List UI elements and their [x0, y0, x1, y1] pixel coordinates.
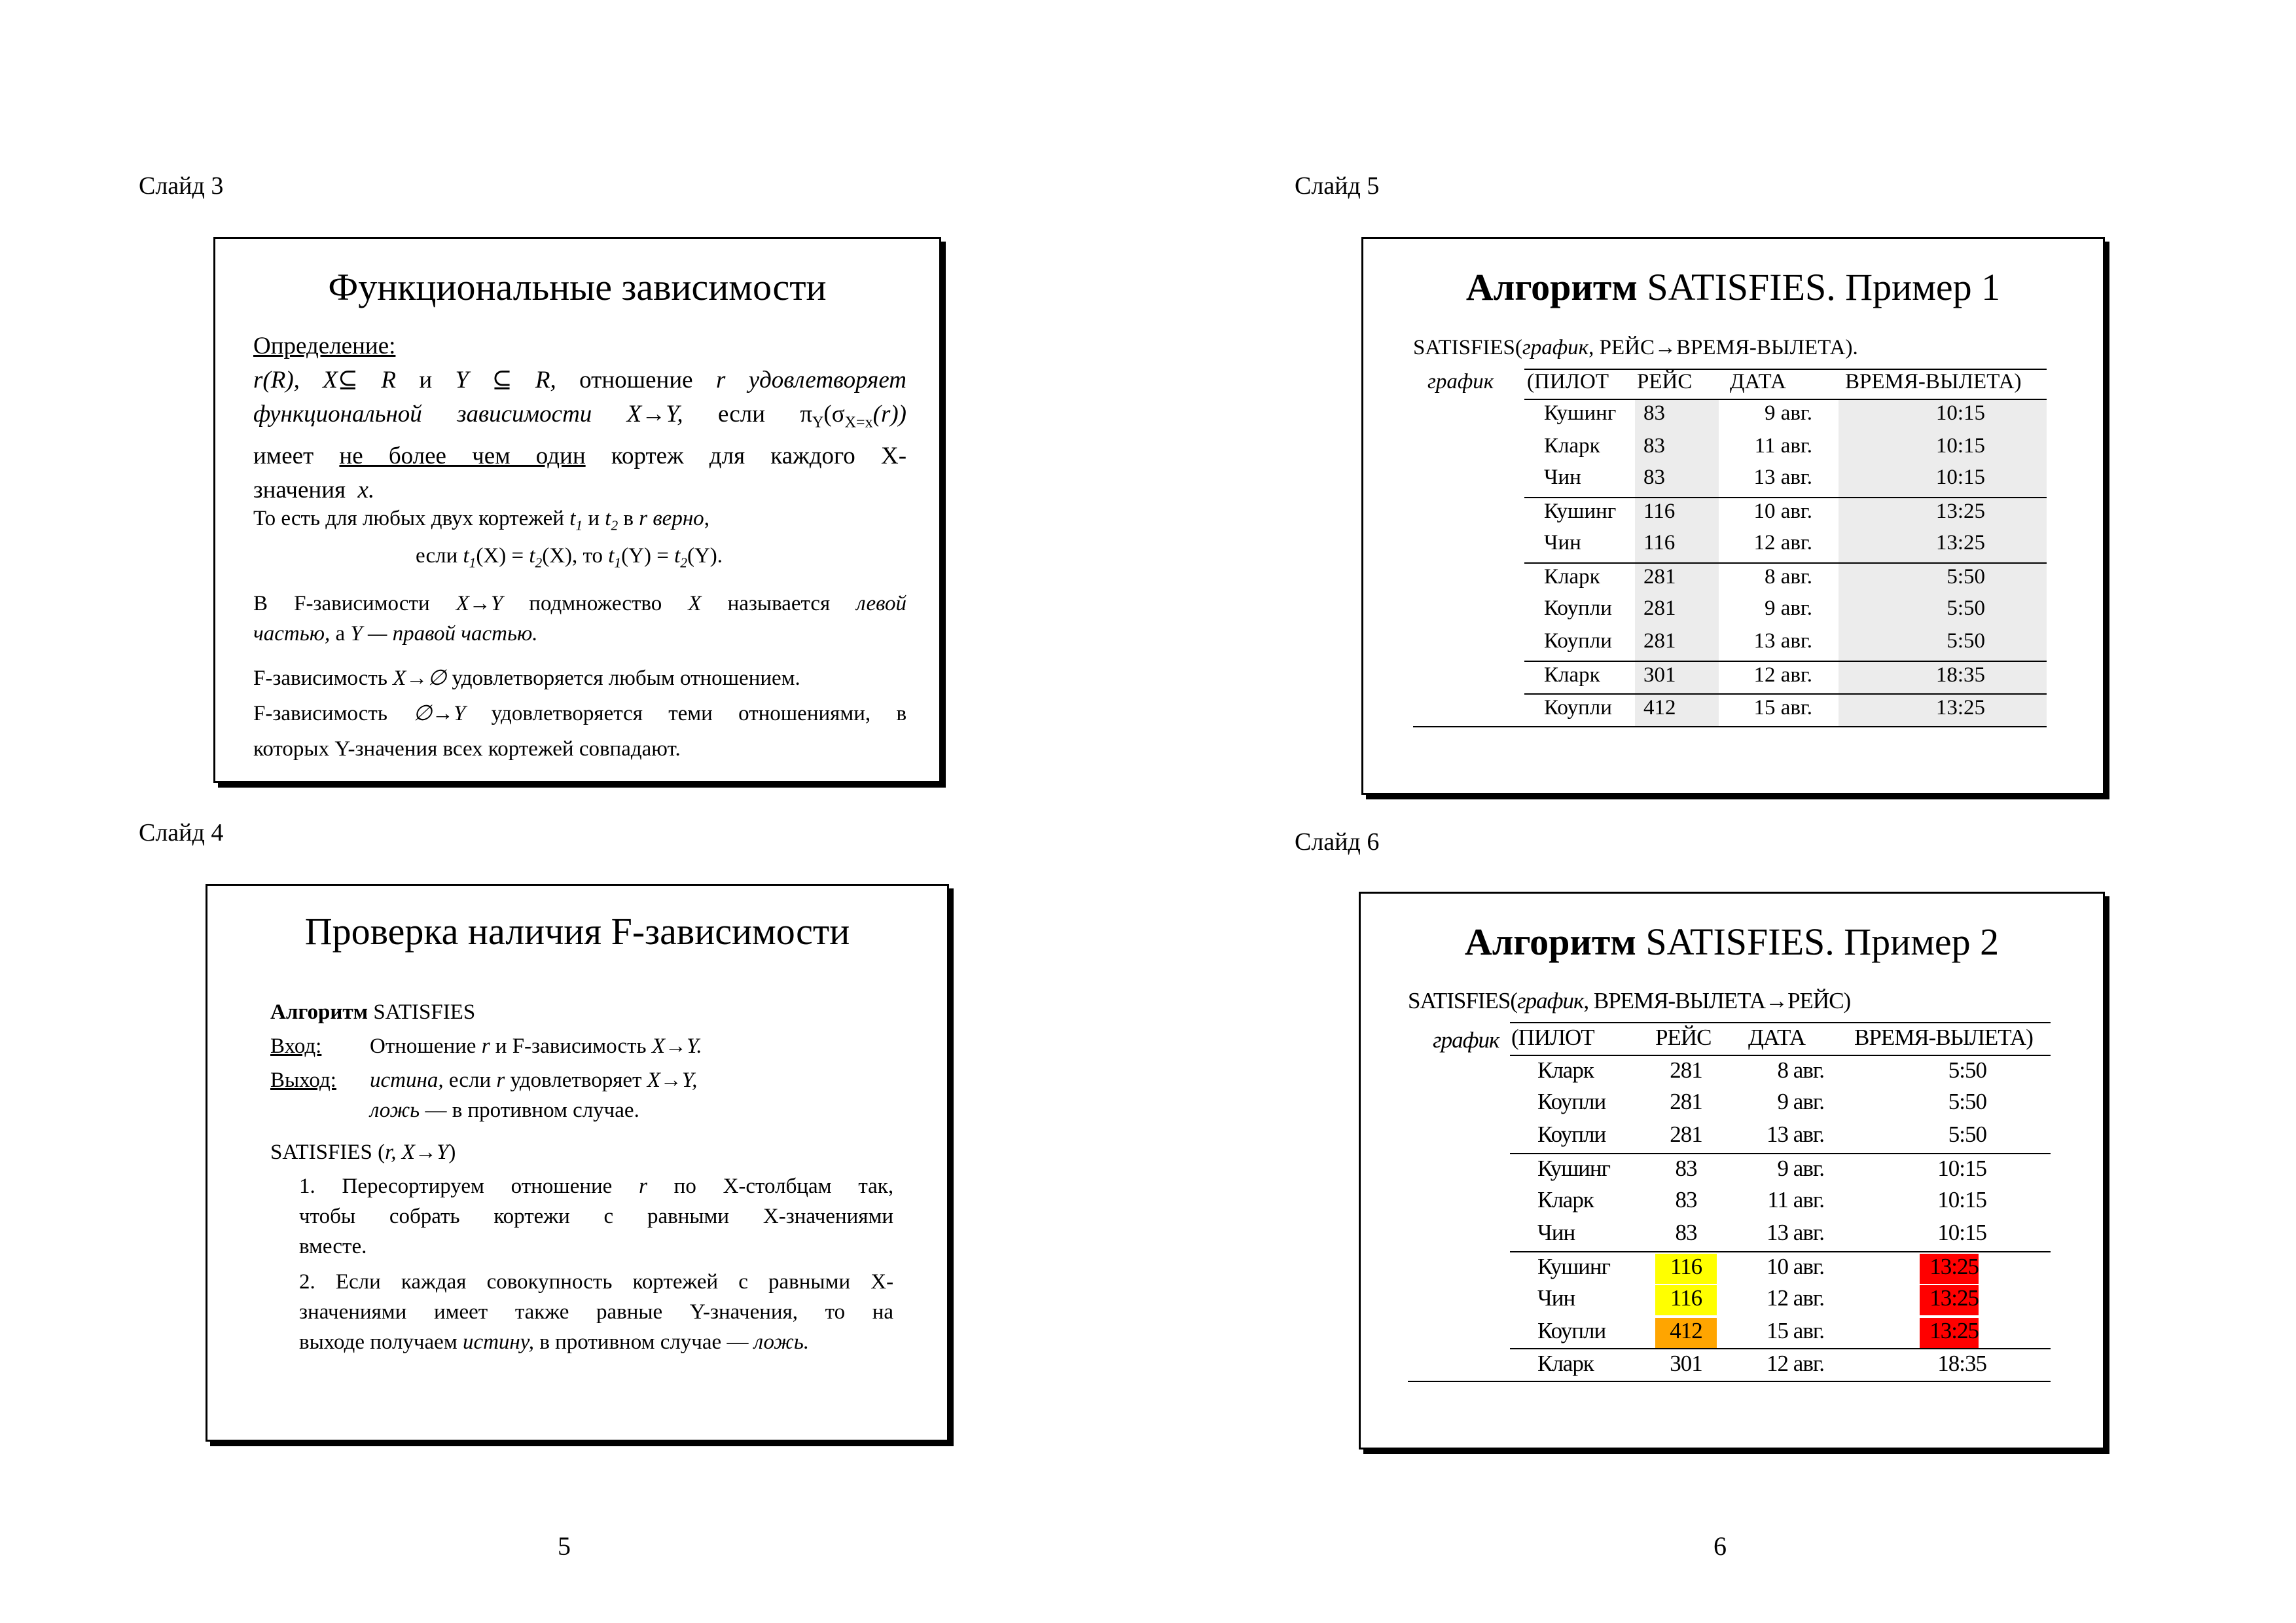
slide6-time-cell: 5:50	[1948, 1122, 1986, 1147]
slide4-frame	[206, 884, 949, 1442]
slide5-flight-cell: 83	[1643, 465, 1665, 489]
slide5-relation-name: график	[1427, 370, 1494, 393]
slide5-header-cell: ДАТА	[1730, 370, 1786, 393]
slide6-date-cell: 13 авг.	[1767, 1122, 1824, 1147]
slide6-relation-name: график	[1433, 1027, 1499, 1053]
slide5-date-cell: 9 авг.	[1764, 596, 1812, 620]
slide6-label: Слайд 6	[1295, 828, 1380, 856]
slide5-label: Слайд 5	[1295, 172, 1380, 200]
slide5-flight-cell: 116	[1643, 500, 1676, 523]
slide5-pilot-cell: Чин	[1544, 465, 1581, 489]
slide5-title: Алгоритм SATISFIES. Пример 1	[1465, 266, 2001, 308]
definition-line-3: имеет не более чем один кортеж для каждого X-	[253, 443, 907, 470]
page-number-left: 5	[558, 1531, 571, 1561]
slide5-rule	[1524, 399, 2047, 400]
slide5-date-cell: 9 авг.	[1764, 401, 1812, 425]
slide6-rule	[1510, 1153, 2051, 1154]
slide5-time-cell: 10:15	[1935, 401, 1985, 425]
slide5-flight-cell: 116	[1643, 531, 1676, 555]
slide6-time-cell: 5:50	[1948, 1057, 1986, 1083]
slide6-title: Алгоритм SATISFIES. Пример 2	[1464, 921, 2000, 963]
output-line: Выход: истина, если r удовлетворяет X→Y,	[270, 1068, 698, 1092]
slide6-date-cell: 10 авг.	[1767, 1254, 1824, 1279]
slide6-pilot-cell: Кларк	[1537, 1351, 1594, 1376]
step-1: 1. Пересортируем отношение r по X-столбцам так, чтобы собрать кортежи с равными X-значениями вместе.	[299, 1175, 894, 1258]
slide6-flight-cell: 281	[1670, 1089, 1702, 1114]
slide6-flight-cell: 412	[1655, 1318, 1717, 1348]
slide6-time-cell: 13:25	[1920, 1285, 1979, 1315]
slide5-flight-cell: 412	[1643, 696, 1676, 720]
slide6-time-cell: 5:50	[1948, 1089, 1986, 1114]
slide5-date-cell: 12 авг.	[1753, 531, 1812, 555]
slide6-flight-cell: 116	[1655, 1285, 1717, 1315]
input-line: Вход: Отношение r и F-зависимость X→Y.	[270, 1034, 702, 1058]
slide5-time-cell: 13:25	[1935, 696, 1985, 720]
definition-line-4: значения x.	[253, 477, 375, 504]
slide6-pilot-cell: Кушинг	[1537, 1254, 1610, 1279]
trivial-dependencies-paragraph: F-зависимость X→∅ удовлетворяется любым отношением. F-зависимость ∅→Y удовлетворяется теми отношениями, в которых Y-значения всех кортежей совпадают.	[253, 666, 907, 761]
slide6-flight-cell: 83	[1675, 1220, 1697, 1245]
slide5-flight-cell: 301	[1643, 663, 1676, 687]
slide6-header-rule	[1510, 1022, 2051, 1023]
slide6-pilot-cell: Чин	[1537, 1220, 1575, 1245]
slide5-time-cell: 10:15	[1935, 434, 1985, 458]
slide5-pilot-cell: Коупли	[1544, 596, 1612, 620]
slide5-date-cell: 13 авг.	[1753, 629, 1812, 653]
slide5-rule	[1524, 661, 2047, 662]
slide5-pilot-cell: Кларк	[1544, 663, 1600, 687]
slide5-time-cell: 5:50	[1946, 629, 1985, 653]
slide5-time-cell: 10:15	[1935, 465, 1985, 489]
slide6-date-cell: 8 авг.	[1777, 1057, 1824, 1083]
f-dependency-paragraph: В F-зависимости X→Y подмножество X называется левой частью, а Y — правой частью.	[253, 592, 907, 646]
slide5-header-cell: ВРЕМЯ-ВЫЛЕТА)	[1845, 370, 2022, 393]
slide5-pilot-cell: Кларк	[1544, 434, 1600, 458]
satisfies-call: SATISFIES (r, X→Y)	[270, 1140, 456, 1164]
slide6-flight-cell: 116	[1655, 1254, 1717, 1284]
slide5-date-cell: 10 авг.	[1753, 500, 1812, 523]
slide6-pilot-cell: Чин	[1537, 1285, 1575, 1311]
slide3-frame	[213, 237, 941, 783]
slide5-date-cell: 15 авг.	[1753, 696, 1812, 720]
slide6-flight-cell: 83	[1675, 1187, 1697, 1213]
slide5-time-cell: 5:50	[1946, 565, 1985, 589]
that-is-paragraph: То есть для любых двух кортежей $t_1$ и $t_2$ в r верно, если $t_1(X) = t_2(X)$, то $t_1(Y) = t_2(Y)$.	[253, 507, 723, 571]
slide6-pilot-cell: Коупли	[1537, 1318, 1606, 1343]
slide6-date-cell: 9 авг.	[1777, 1156, 1824, 1181]
slide6-flight-cell: 281	[1670, 1122, 1702, 1147]
slide5-table	[1363, 239, 2103, 793]
slide5-pilot-cell: Кушинг	[1544, 500, 1617, 523]
slide6-date-cell: 12 авг.	[1767, 1351, 1824, 1376]
slide6-caption: SATISFIES(график, ВРЕМЯ-ВЫЛЕТА→РЕЙС)	[1408, 988, 1851, 1013]
slide5-rule	[1524, 693, 2047, 695]
slide6-header-cell: ДАТА	[1748, 1025, 1805, 1050]
definition-line-2: функциональной зависимости X→Y, если $\pi_Y(\sigma_{X=x}(r))$	[253, 401, 906, 431]
slide6-date-cell: 11 авг.	[1767, 1187, 1824, 1213]
slide5-caption: SATISFIES(график, РЕЙС→ВРЕМЯ-ВЫЛЕТА).	[1413, 336, 1858, 359]
slide6-date-cell: 9 авг.	[1777, 1089, 1824, 1114]
slide3-title: Функциональные зависимости	[328, 266, 827, 308]
slide6-header-cell: ВРЕМЯ-ВЫЛЕТА)	[1854, 1025, 2033, 1050]
slide5-time-cell: 5:50	[1946, 596, 1985, 620]
slide5-rule	[1524, 497, 2047, 498]
slide5-date-cell: 8 авг.	[1764, 565, 1812, 589]
slide6-pilot-cell: Кушинг	[1537, 1156, 1610, 1181]
definition-heading: Определение:	[253, 333, 396, 359]
slide6-pilot-cell: Кларк	[1537, 1187, 1594, 1213]
slide5-header-cell: РЕЙС	[1637, 370, 1693, 393]
slide6-date-cell: 15 авг.	[1767, 1318, 1824, 1343]
slide5-time-cell: 13:25	[1935, 500, 1985, 523]
slide5-pilot-cell: Кларк	[1544, 565, 1600, 589]
slide5-flight-cell: 281	[1643, 565, 1676, 589]
slide5-date-cell: 13 авг.	[1753, 465, 1812, 489]
slide6-rule	[1510, 1055, 2051, 1056]
slide5-date-cell: 12 авг.	[1753, 663, 1812, 687]
slide4-label: Слайд 4	[139, 819, 224, 847]
slide5-pilot-cell: Коупли	[1544, 696, 1612, 720]
slide5-flight-cell: 83	[1643, 401, 1665, 425]
slide6-flight-cell: 301	[1670, 1351, 1702, 1376]
slide6-rule	[1510, 1348, 2051, 1349]
slide6-date-cell: 12 авг.	[1767, 1285, 1824, 1311]
slide6-time-cell: 10:15	[1937, 1156, 1986, 1181]
slide5-flight-cell: 83	[1643, 434, 1665, 458]
slide6-time-cell: 13:25	[1920, 1318, 1979, 1348]
definition-line-1: r(R), X⊆ R и Y ⊆ R, отношение r удовлетворяет	[253, 367, 906, 393]
slide6-flight-cell: 83	[1675, 1156, 1697, 1181]
slide6-pilot-cell: Коупли	[1537, 1089, 1606, 1114]
slide6-date-cell: 13 авг.	[1767, 1220, 1824, 1245]
slide6-time-cell: 18:35	[1937, 1351, 1986, 1376]
slide5-date-cell: 11 авг.	[1754, 434, 1812, 458]
algorithm-heading: Алгоритм SATISFIES	[270, 1000, 476, 1024]
slide6-header-cell: РЕЙС	[1655, 1025, 1712, 1050]
slide6-header-cell: (ПИЛОТ	[1511, 1025, 1594, 1050]
slide6-frame	[1359, 892, 2105, 1450]
slide5-pilot-cell: Чин	[1544, 531, 1581, 555]
slide5-bottom-rule	[1413, 726, 2047, 727]
slide6-pilot-cell: Кларк	[1537, 1057, 1594, 1083]
page-number-right: 6	[1713, 1531, 1727, 1561]
slide6-flight-cell: 281	[1670, 1057, 1702, 1083]
slide6-bottom-rule	[1408, 1381, 2051, 1382]
slide5-flight-cell: 281	[1643, 596, 1676, 620]
slide6-time-cell: 13:25	[1920, 1254, 1979, 1284]
slide6-time-cell: 10:15	[1937, 1220, 1986, 1245]
slide6-pilot-cell: Коупли	[1537, 1122, 1606, 1147]
slide5-pilot-cell: Коупли	[1544, 629, 1612, 653]
slide5-pilot-cell: Кушинг	[1544, 401, 1617, 425]
slide5-time-cell: 13:25	[1935, 531, 1985, 555]
slide5-rule	[1524, 562, 2047, 564]
slide6-time-cell: 10:15	[1937, 1187, 1986, 1213]
slide5-header-cell: (ПИЛОТ	[1527, 370, 1609, 393]
slide5-flight-cell: 281	[1643, 629, 1676, 653]
step-2: 2. Если каждая совокупность кортежей с равными X- значениями имеет также равные Y-значения, то на выходе получаем истину, в противном случае — ложь.	[299, 1270, 894, 1354]
slide5-frame	[1361, 237, 2105, 795]
slide4-title: Проверка наличия F-зависимости	[304, 910, 850, 953]
slide6-table	[1361, 894, 2103, 1448]
slide3-label: Слайд 3	[139, 172, 224, 200]
output-else-line: ложь — в противном случае.	[370, 1099, 639, 1122]
slide6-rule	[1510, 1251, 2051, 1252]
slide5-time-cell: 18:35	[1935, 663, 1985, 687]
